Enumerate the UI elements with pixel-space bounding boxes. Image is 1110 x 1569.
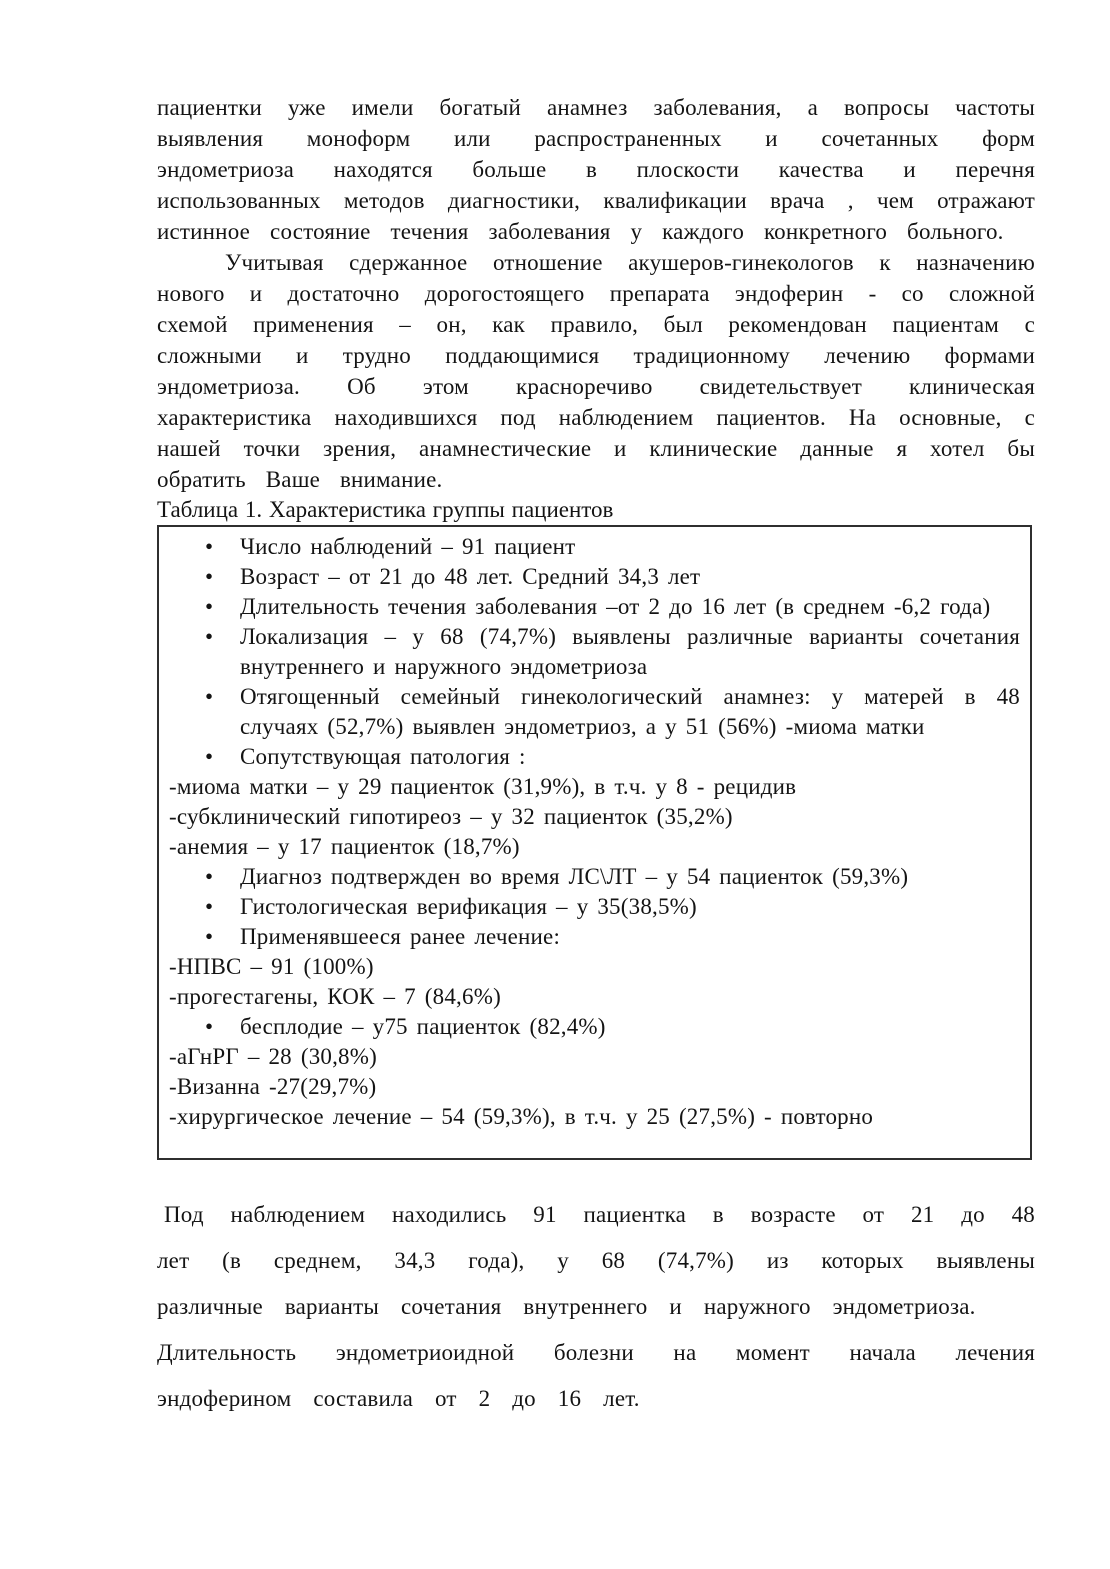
table-row-text: -анемия – у 17 пациенток (18,7%) <box>169 834 520 859</box>
table-row <box>167 742 1020 772</box>
table-row-text: Гистологическая верификация – у 35(38,5%) <box>240 894 697 919</box>
table-row-text: Диагноз подтвержден во время ЛС\ЛТ – у 54 пациенток (59,3%) <box>240 864 909 889</box>
table-row <box>167 802 1020 832</box>
table-row-text: Длительность течения заболевания –от 2 до 16 лет (в среднем -6,2 года) <box>240 594 991 619</box>
table-1-patient-characteristics <box>157 525 1032 1160</box>
bullet-icon: • <box>205 594 214 619</box>
table-row-text: Сопутствующая патология : <box>240 744 526 769</box>
bullet-icon: • <box>205 564 214 589</box>
table-row-text: Локализация – у 68 (74,7%) выявлены различные варианты сочетания внутреннего и наружного эндометриоза <box>240 624 1020 679</box>
bullet-icon: • <box>205 1014 214 1039</box>
document-content <box>157 0 1035 1422</box>
table-row <box>167 532 1020 562</box>
bullet-icon: • <box>205 534 214 559</box>
table-row <box>167 982 1020 1012</box>
table-row <box>167 832 1020 862</box>
paragraph-disease-duration: Длительность эндометриоидной болезни на момент начала лечения эндоферином составила от 2 до 16 лет. <box>157 1340 1035 1411</box>
table-row <box>167 1072 1020 1102</box>
table-row-text: Отягощенный семейный гинекологический анамнез: у матерей в 48 случаях (52,7%) выявлен эндометриоз, а у 51 (56%) -миома матки <box>240 684 1020 739</box>
bullet-icon: • <box>205 894 214 919</box>
table-row <box>167 862 1020 892</box>
table-row-text: -прогестагены, КОК – 7 (84,6%) <box>169 984 501 1009</box>
table-row <box>167 592 1020 622</box>
table-row <box>167 562 1020 592</box>
table-row <box>167 892 1020 922</box>
table-row-text: Возраст – от 21 до 48 лет. Средний 34,3 лет <box>240 564 701 589</box>
table-row <box>167 922 1020 952</box>
table-row-text: Применявшееся ранее лечение: <box>240 924 561 949</box>
table-row-text: -аГнРГ – 28 (30,8%) <box>169 1044 377 1069</box>
table-row <box>167 1012 1020 1042</box>
bullet-icon: • <box>205 744 214 769</box>
table-row-text: бесплодие – у75 пациенток (82,4%) <box>240 1014 606 1039</box>
bullet-icon: • <box>205 864 214 889</box>
table-row <box>167 1042 1020 1072</box>
bullet-icon: • <box>205 684 214 709</box>
paragraph-observation-summary: Под наблюдением находились 91 пациентка в возрасте от 21 до 48 лет (в среднем, 34,3 года), у 68 (74,7%) из которых выявлены различные варианты сочетания внутреннего и наружного эндометриоза. <box>157 1202 1035 1319</box>
table-row-text: -Визанна -27(29,7%) <box>169 1074 377 1099</box>
table-row <box>167 682 1020 742</box>
table-row-text: -субклинический гипотиреоз – у 32 пациенток (35,2%) <box>169 804 733 829</box>
table-row <box>167 772 1020 802</box>
table-row <box>167 622 1020 682</box>
table-row <box>167 1102 1020 1132</box>
paragraph-endoferin-context: Учитывая сдержанное отношение акушеров-гинекологов к назначению нового и достаточно дорогостоящего препарата эндоферин - со сложной схемой применения – он, как правило, был рекомендован пациентам с сложными и трудно поддающимися традиционному лечению формами эндометриоза. Об этом красноречиво свидетельствует клиническая характеристика находившихся под наблюдением пациентов. На основные, с нашей точки зрения, анамнестические и клинические данные я хотел бы обратить Ваше внимание. <box>157 250 1035 492</box>
table-row-text: -НПВС – 91 (100%) <box>169 954 374 979</box>
table-row-text: Число наблюдений – 91 пациент <box>240 534 576 559</box>
table-row-text: -миома матки – у 29 пациенток (31,9%), в т.ч. у 8 - рецидив <box>169 774 797 799</box>
bullet-icon: • <box>205 924 214 949</box>
table-row-text: -хирургическое лечение – 54 (59,3%), в т.ч. у 25 (27,5%) - повторно <box>169 1104 874 1129</box>
bullet-icon: • <box>205 624 214 649</box>
paragraph-anamnesis-intro: пациентки уже имели богатый анамнез заболевания, а вопросы частоты выявления моноформ или распространенных и сочетанных форм эндометриоза находятся больше в плоскости качества и перечня использованных методов диагностики, квалификации врача , чем отражают истинное состояние течения заболевания у каждого конкретного больного. <box>157 95 1035 244</box>
table-row <box>167 952 1020 982</box>
table-caption: Таблица 1. Характеристика группы пациентов <box>157 497 614 522</box>
